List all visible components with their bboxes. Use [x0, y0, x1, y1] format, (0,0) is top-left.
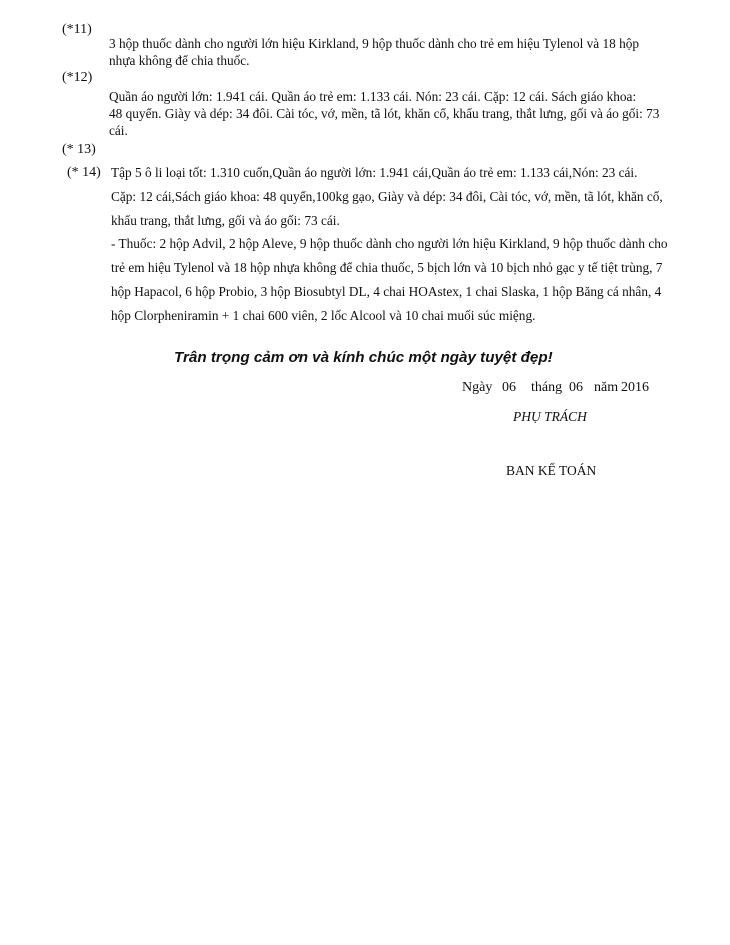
note-14-line-2: Cặp: 12 cái,Sách giáo khoa: 48 quyển,100kg gạo, Giày và dép: 34 đôi, Cài tóc, vớ, mền, tã lót, khăn cổ, — [111, 188, 663, 204]
date-day: 06 — [502, 380, 516, 395]
note-14-line-7: hộp Clorpheniramin + 1 chai 600 viên, 2 lốc Alcool và 10 chai muối súc miệng. — [111, 307, 536, 323]
note-label-11: (*11) — [62, 22, 92, 37]
date-month-word: tháng — [531, 380, 563, 395]
note-14-line-6: hộp Hapacol, 6 hộp Probio, 3 hộp Biosubtyl DL, 4 chai HOAstex, 1 chai Slaska, 1 hộp Băng cá nhân, 4 — [111, 283, 662, 299]
note-label-12: (*12) — [62, 70, 93, 85]
note-label-14: (* 14) — [67, 165, 101, 180]
signature-department: BAN KẾ TOÁN — [506, 463, 597, 478]
note-text-11 — [109, 35, 709, 69]
date-year-word: năm — [594, 380, 619, 395]
note-text-12 — [109, 88, 709, 139]
note-text-14 — [111, 161, 716, 328]
date-day-word: Ngày — [462, 380, 493, 395]
note-label-13: (* 13) — [62, 142, 96, 157]
note-12-line-3: cái. — [109, 123, 128, 138]
note-14-line-5: trẻ em hiệu Tylenol và 18 hộp nhựa không để chia thuốc, 5 bịch lớn và 10 bịch nhỏ gạc y tế tiệt trùng, 7 — [111, 260, 663, 276]
note-11-line-2: nhựa không để chia thuốc. — [109, 53, 250, 68]
closing-greeting: Trân trọng cảm ơn và kính chúc một ngày tuyệt đẹp! — [174, 349, 553, 366]
note-14-line-1: Tập 5 ô li loại tốt: 1.310 cuốn,Quần áo người lớn: 1.941 cái,Quần áo trẻ em: 1.133 cái,Nón: 23 cái. — [111, 165, 638, 180]
date-year: 2016 — [621, 380, 649, 395]
note-14-line-4: - Thuốc: 2 hộp Advil, 2 hộp Aleve, 9 hộp thuốc dành cho người lớn hiệu Kirkland, 9 hộp thuốc dành cho — [111, 236, 668, 252]
note-11-line-1: 3 hộp thuốc dành cho người lớn hiệu Kirkland, 9 hộp thuốc dành cho trẻ em hiệu Tylenol và 18 hộp — [109, 36, 640, 51]
note-12-line-2: 48 quyển. Giày và dép: 34 đôi. Cài tóc, vớ, mền, tã lót, khăn cổ, khẩu trang, thắt lưng, gối và áo gối: 73 — [109, 106, 660, 121]
date-month: 06 — [569, 380, 583, 395]
signature-role: PHỤ TRÁCH — [513, 409, 587, 424]
note-14-line-3: khẩu trang, thắt lưng, gối và áo gối: 73 cái. — [111, 212, 340, 228]
note-12-line-1: Quần áo người lớn: 1.941 cái. Quần áo trẻ em: 1.133 cái. Nón: 23 cái. Cặp: 12 cái. Sách giáo khoa: — [109, 89, 637, 104]
